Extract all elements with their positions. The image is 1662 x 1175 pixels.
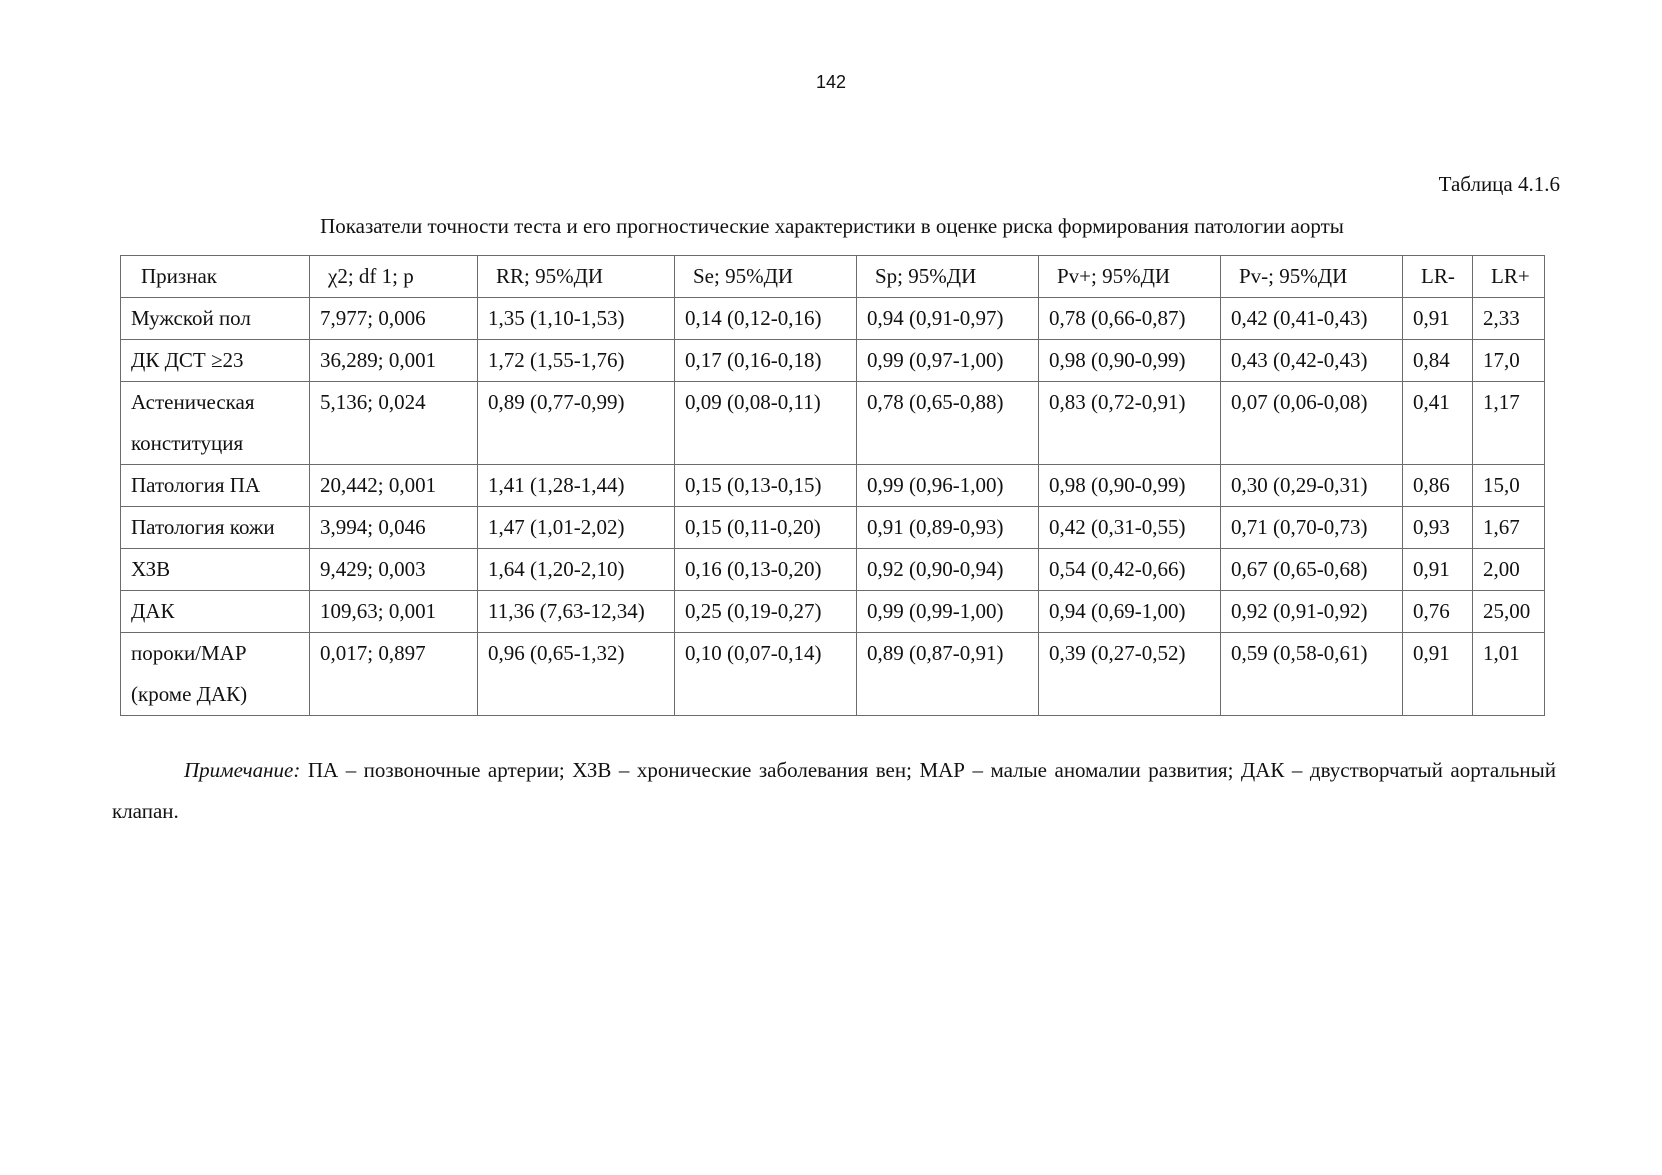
cell-feature-line: (кроме ДАК) [131, 682, 248, 706]
cell-feature-line: ДАК [131, 599, 175, 623]
cell-pv-minus: 0,30 (0,29-0,31) [1221, 465, 1403, 507]
cell-se: 0,16 (0,13-0,20) [675, 549, 857, 591]
cell-lr-plus: 17,0 [1473, 340, 1545, 382]
table-row [121, 465, 1545, 507]
cell-pv-plus: 0,98 (0,90-0,99) [1039, 465, 1221, 507]
header-cell-pv-plus: Pv+; 95%ДИ [1039, 256, 1221, 298]
cell-rr: 1,64 (1,20-2,10) [478, 549, 675, 591]
cell-feature-line: пороки/МАР [131, 641, 247, 665]
table-row [121, 340, 1545, 382]
cell-se: 0,10 (0,07-0,14) [675, 633, 857, 716]
cell-sp: 0,91 (0,89-0,93) [857, 507, 1039, 549]
header-cell-rr: RR; 95%ДИ [478, 256, 675, 298]
header-cell-lr-minus: LR- [1403, 256, 1473, 298]
cell-chi2: 3,994; 0,046 [310, 507, 478, 549]
cell-feature-line: конституция [131, 431, 244, 455]
cell-sp: 0,89 (0,87-0,91) [857, 633, 1039, 716]
header-cell-se: Se; 95%ДИ [675, 256, 857, 298]
cell-rr: 11,36 (7,63-12,34) [478, 591, 675, 633]
cell-chi2: 7,977; 0,006 [310, 298, 478, 340]
cell-pv-plus: 0,54 (0,42-0,66) [1039, 549, 1221, 591]
cell-lr-minus: 0,86 [1403, 465, 1473, 507]
header-cell-pv-minus: Pv-; 95%ДИ [1221, 256, 1403, 298]
cell-pv-minus: 0,67 (0,65-0,68) [1221, 549, 1403, 591]
cell-feature-line: Патология кожи [131, 515, 275, 539]
cell-lr-minus: 0,91 [1403, 633, 1473, 716]
cell-pv-minus: 0,59 (0,58-0,61) [1221, 633, 1403, 716]
cell-lr-plus: 1,67 [1473, 507, 1545, 549]
cell-lr-minus: 0,41 [1403, 382, 1473, 465]
cell-feature [121, 633, 310, 716]
cell-lr-plus: 1,01 [1473, 633, 1545, 716]
cell-pv-minus: 0,92 (0,91-0,92) [1221, 591, 1403, 633]
table-row [121, 382, 1545, 465]
cell-rr: 0,96 (0,65-1,32) [478, 633, 675, 716]
cell-chi2: 36,289; 0,001 [310, 340, 478, 382]
cell-feature [121, 382, 310, 465]
cell-pv-plus: 0,42 (0,31-0,55) [1039, 507, 1221, 549]
cell-chi2: 9,429; 0,003 [310, 549, 478, 591]
table-row [121, 298, 1545, 340]
cell-feature-line: ДК ДСТ ≥23 [131, 348, 244, 372]
cell-sp: 0,99 (0,96-1,00) [857, 465, 1039, 507]
cell-rr: 1,72 (1,55-1,76) [478, 340, 675, 382]
cell-se: 0,15 (0,11-0,20) [675, 507, 857, 549]
cell-pv-minus: 0,07 (0,06-0,08) [1221, 382, 1403, 465]
cell-sp: 0,99 (0,99-1,00) [857, 591, 1039, 633]
header-cell-chi2: χ2; df 1; p [310, 256, 478, 298]
data-table [120, 255, 1545, 716]
cell-lr-minus: 0,84 [1403, 340, 1473, 382]
note-text: ПА – позвоночные артерии; ХЗВ – хронические заболевания вен; МАР – малые аномалии развития; ДАК – двустворчатый аортальный клапан. [112, 758, 1557, 823]
cell-se: 0,14 (0,12-0,16) [675, 298, 857, 340]
cell-chi2: 109,63; 0,001 [310, 591, 478, 633]
cell-sp: 0,78 (0,65-0,88) [857, 382, 1039, 465]
cell-se: 0,17 (0,16-0,18) [675, 340, 857, 382]
note-label: Примечание: [184, 758, 301, 782]
cell-rr: 0,89 (0,77-0,99) [478, 382, 675, 465]
table-row [121, 633, 1545, 716]
cell-pv-plus: 0,94 (0,69-1,00) [1039, 591, 1221, 633]
cell-sp: 0,99 (0,97-1,00) [857, 340, 1039, 382]
cell-feature-line: Астеническая [131, 390, 255, 414]
cell-rr: 1,47 (1,01-2,02) [478, 507, 675, 549]
cell-lr-minus: 0,76 [1403, 591, 1473, 633]
cell-rr: 1,41 (1,28-1,44) [478, 465, 675, 507]
cell-sp: 0,92 (0,90-0,94) [857, 549, 1039, 591]
cell-feature [121, 549, 310, 591]
cell-pv-plus: 0,83 (0,72-0,91) [1039, 382, 1221, 465]
cell-pv-minus: 0,71 (0,70-0,73) [1221, 507, 1403, 549]
cell-feature-line: Мужской пол [131, 306, 251, 330]
cell-se: 0,09 (0,08-0,11) [675, 382, 857, 465]
cell-feature [121, 340, 310, 382]
cell-lr-plus: 15,0 [1473, 465, 1545, 507]
page-number: 142 [815, 72, 847, 92]
cell-chi2: 5,136; 0,024 [310, 382, 478, 465]
cell-pv-plus: 0,39 (0,27-0,52) [1039, 633, 1221, 716]
table-title: Показатели точности теста и его прогностические характеристики в оценке риска формирования патологии аорты [320, 214, 1344, 238]
cell-feature [121, 465, 310, 507]
cell-lr-minus: 0,93 [1403, 507, 1473, 549]
cell-lr-minus: 0,91 [1403, 298, 1473, 340]
header-cell-lr-plus: LR+ [1473, 256, 1545, 298]
cell-feature-line: ХЗВ [131, 557, 171, 581]
cell-se: 0,25 (0,19-0,27) [675, 591, 857, 633]
cell-se: 0,15 (0,13-0,15) [675, 465, 857, 507]
header-cell-feature: Признак [121, 256, 310, 298]
table-note [112, 750, 1556, 832]
cell-feature [121, 507, 310, 549]
cell-pv-minus: 0,43 (0,42-0,43) [1221, 340, 1403, 382]
cell-feature [121, 298, 310, 340]
table-label: Таблица 4.1.6 [1438, 172, 1560, 196]
cell-feature-line: Патология ПА [131, 473, 261, 497]
cell-sp: 0,94 (0,91-0,97) [857, 298, 1039, 340]
table-header-row [121, 256, 1545, 298]
cell-feature [121, 591, 310, 633]
table-row [121, 549, 1545, 591]
cell-lr-plus: 2,00 [1473, 549, 1545, 591]
cell-pv-plus: 0,98 (0,90-0,99) [1039, 340, 1221, 382]
table-row [121, 507, 1545, 549]
cell-lr-plus: 2,33 [1473, 298, 1545, 340]
cell-lr-plus: 25,00 [1473, 591, 1545, 633]
cell-lr-minus: 0,91 [1403, 549, 1473, 591]
cell-pv-plus: 0,78 (0,66-0,87) [1039, 298, 1221, 340]
cell-chi2: 20,442; 0,001 [310, 465, 478, 507]
cell-rr: 1,35 (1,10-1,53) [478, 298, 675, 340]
table-row [121, 591, 1545, 633]
cell-chi2: 0,017; 0,897 [310, 633, 478, 716]
cell-pv-minus: 0,42 (0,41-0,43) [1221, 298, 1403, 340]
cell-lr-plus: 1,17 [1473, 382, 1545, 465]
header-cell-sp: Sp; 95%ДИ [857, 256, 1039, 298]
